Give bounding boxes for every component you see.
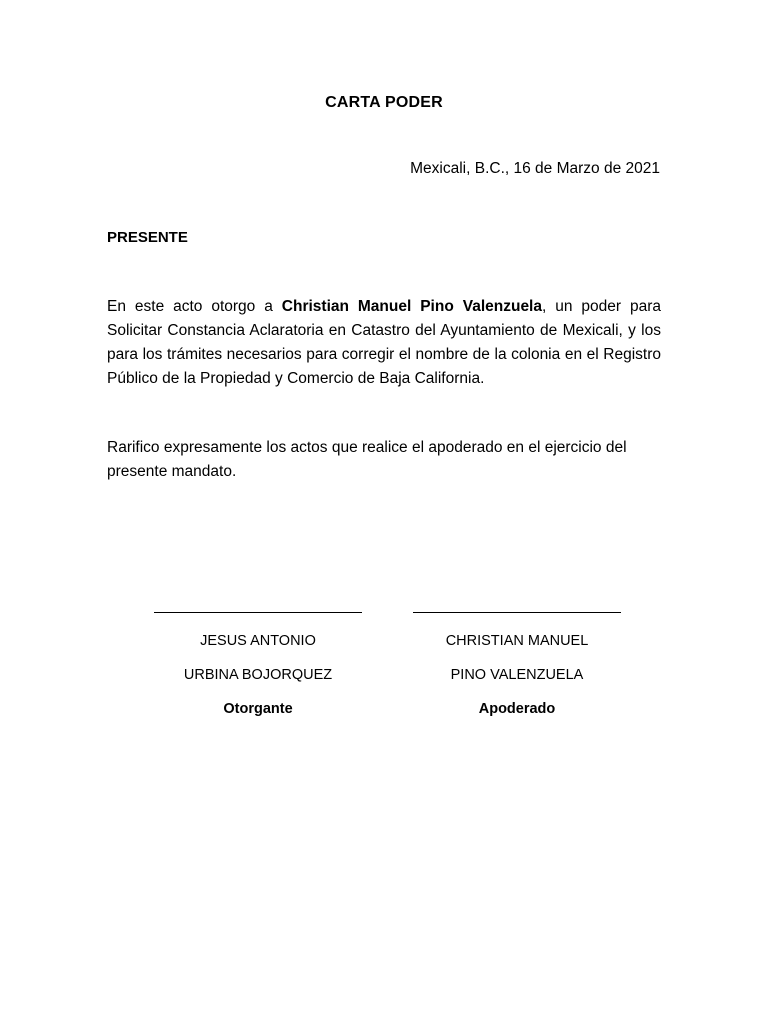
body-paragraph: [107, 295, 661, 391]
grantor-signature-block: [138, 596, 378, 719]
grantee-name: Christian Manuel Pino Valenzuela: [281, 298, 542, 315]
grantor-role: Otorgante: [223, 701, 293, 717]
attorney-signature-block: [397, 596, 637, 719]
body-intro: En este acto otorgo a: [107, 298, 282, 315]
document-title: CARTA PODER: [325, 94, 443, 111]
attorney-name-line1: CHRISTIAN MANUEL: [445, 633, 589, 649]
attorney-signature-line: [413, 596, 621, 613]
attorney-name-line2: PINO VALENZUELA: [450, 667, 584, 683]
grantor-signature-line: [154, 596, 362, 613]
ratification-paragraph: Rarifico expresamente los actos que realice el apoderado en el ejercicio del presente mandato.: [107, 439, 627, 480]
attorney-role: Apoderado: [478, 701, 556, 717]
salutation: PRESENTE: [107, 229, 188, 246]
date-line: Mexicali, B.C., 16 de Marzo de 2021: [410, 160, 660, 177]
body-rest: , un poder para Solicitar Constancia Aclaratoria en Catastro del Ayuntamiento de Mexicali, y los para los trámites necesarios para corregir el nombre de la colonia en el Registro Público de la Propiedad y Comercio de Baja California.: [107, 298, 662, 387]
grantor-name-line1: JESUS ANTONIO: [200, 633, 316, 649]
grantor-name-line2: URBINA BOJORQUEZ: [183, 667, 333, 683]
